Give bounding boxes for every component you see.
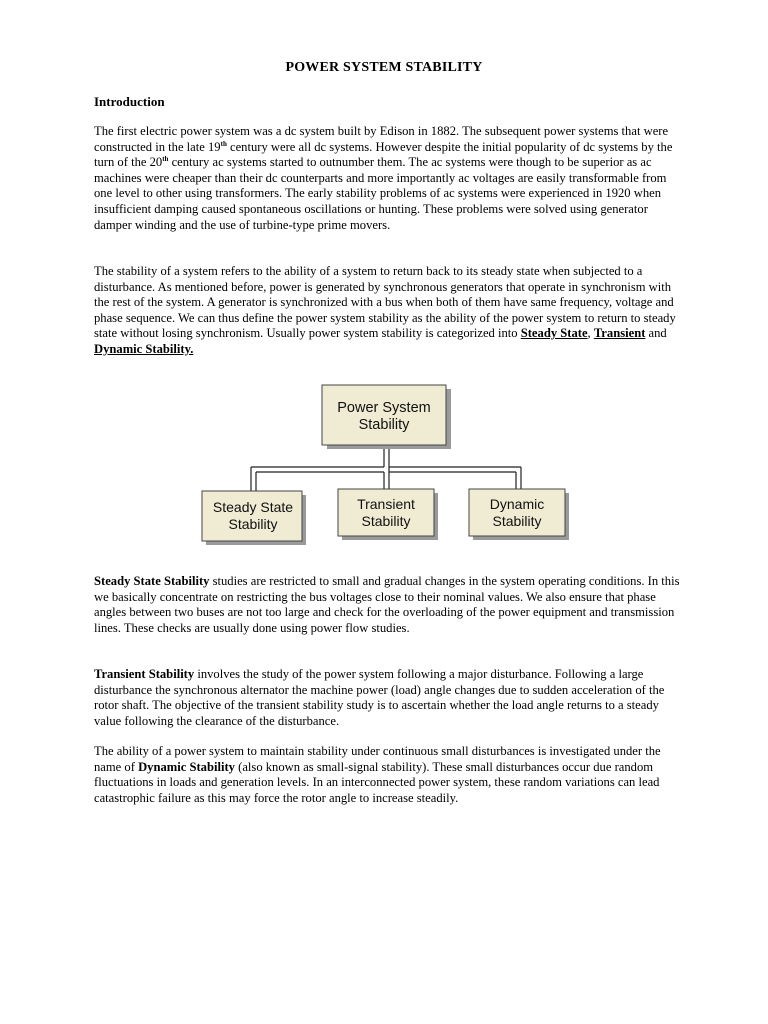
term-transient: Transient [593,326,646,341]
superscript-th-1: th [220,139,227,148]
stability-classification-diagram [196,380,576,550]
paragraph-history-text-b: century were all dc systems. However despite the initial popularity of dc systems by the turn of the 20 [94,139,673,170]
diagram-root-label-line1: Power System [337,400,431,416]
paragraph-history [94,124,680,233]
diagram-steady-state-label-line1: Steady State [212,499,294,515]
term-steady-state: Steady State [520,326,588,341]
paragraph-steady-state-stability [94,574,680,636]
term-steady-state-stability: Steady State Stability [94,574,210,588]
diagram-connectors [251,447,521,492]
term-dynamic-stability-bold: Dynamic Stability [138,759,235,774]
paragraph-transient-stability [94,667,680,729]
diagram-transient-label-line1: Transient [357,496,415,512]
separator-and: and [645,326,667,341]
term-dynamic-stability: Dynamic Stability. [94,341,194,356]
paragraph-definition [94,264,680,358]
diagram-root-label-line2: Stability [358,417,410,433]
section-heading-introduction: Introduction [94,94,165,109]
diagram-steady-state-label-line2: Stability [228,516,278,532]
diagram-node-transient [338,489,438,540]
paragraph-history-text-c: century ac systems started to outnumber them. The ac systems were though to be superior as ac machines were cheaper than their dc counterparts and more importantly ac voltages are easily transformable from one level to other using transformers. The early stability problems of ac systems were experienced in 1920 when insufficient damping caused spontaneous oscillations or hunting. These problems were solved using generator damper winding and the use of turbine-type prime movers. [94,155,667,232]
paragraph-history-text-a: The first electric power system was a dc system built by Edison in 1882. The subsequent power systems that were constructed in the late 19 [94,124,669,154]
page-title: POWER SYSTEM STABILITY [285,60,483,75]
superscript-th-2: th [162,155,169,164]
paragraph-steady-state-text: studies are restricted to small and gradual changes in the system operating conditions. In this we basically concentrate on restricting the bus voltages close to their nominal values. We also ensure that phase angles between two buses are not too large and check for the overloading of the power equipment and transmission lines. These checks are usually done using power flow studies. [94,574,680,635]
diagram-dynamic-label-line2: Stability [492,513,542,529]
diagram-node-root [322,385,451,449]
paragraph-dynamic-stability [94,744,680,806]
paragraph-transient-text: involves the study of the power system following a major disturbance. Following a large disturbance the synchronous alternator the machine power (load) angle changes due to sudden acceleration of the rotor shaft. The objective of the transient stability study is to ascertain whether the load angle returns to a steady value following the clearance of the disturbance. [94,667,665,728]
diagram-node-steady-state [202,491,306,545]
diagram-dynamic-label-line1: Dynamic [489,496,545,512]
separator-comma: , [587,326,594,341]
diagram-node-dynamic [469,489,569,540]
paragraph-dynamic-text-b: (also known as small-signal stability). These small disturbances occur due random fluctuations in loads and generation levels. In an interconnected power system, these random variations can lead catastrophic failure as this may force the rotor angle to increase steadily. [94,759,660,805]
diagram-transient-label-line2: Stability [361,513,411,529]
paragraph-definition-text: The stability of a system refers to the ability of a system to return back to its steady state when subjected to a disturbance. As mentioned before, power is generated by synchronous generators that operate in synchronism with the rest of the system. A generator is synchronized with a bus when both of them have same frequency, voltage and phase sequence. We can thus define the power system stability as the ability of the power system to return to steady state without losing synchronism. Usually power system stability is categorized into [94,264,676,341]
paragraph-dynamic-text-a: The ability of a power system to maintain stability under continuous small disturbances is investigated under the name of [94,744,661,774]
term-transient-stability: Transient Stability [94,667,195,681]
